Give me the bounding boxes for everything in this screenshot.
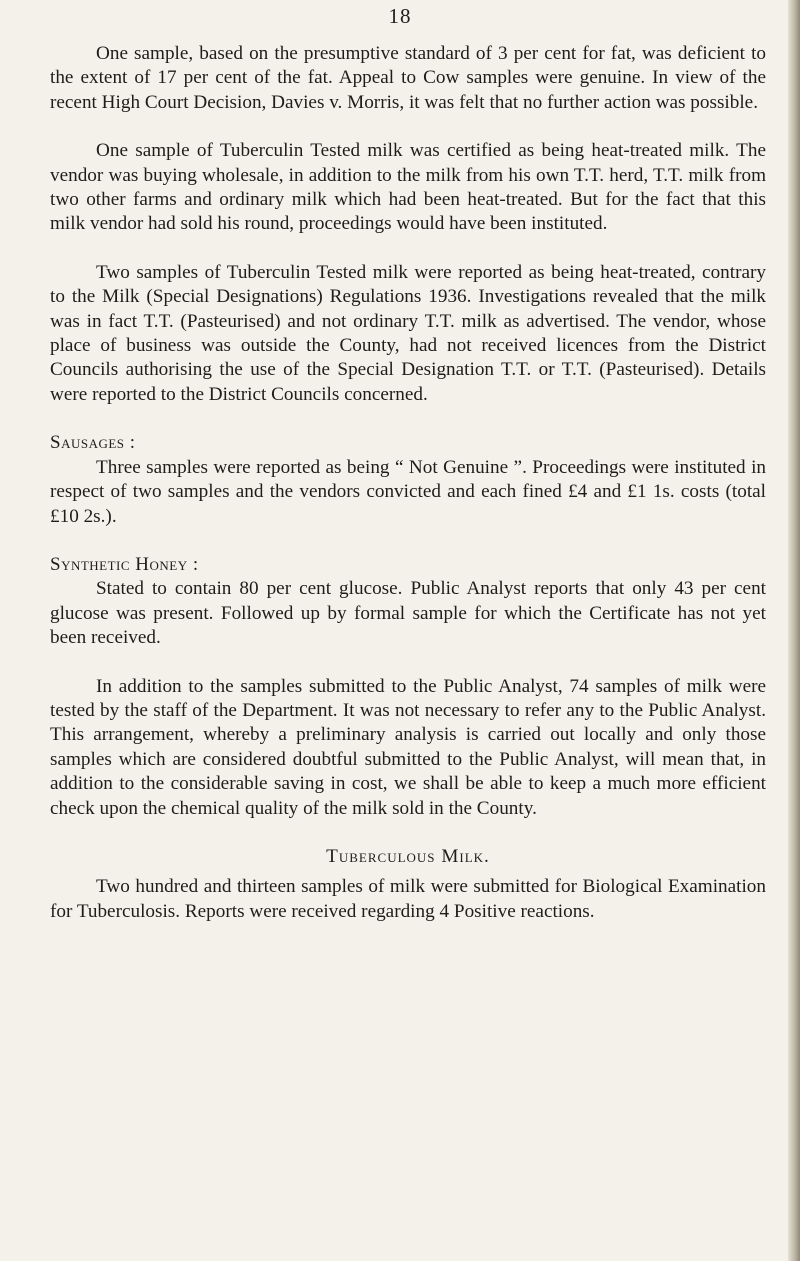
synthetic-honey-body: Stated to contain 80 per cent glucose. Public Analyst reports that only 43 per cent glucose was present. Followed up by formal sample for which the Certificate has not yet been received. bbox=[50, 578, 766, 649]
paragraph-public-analyst: In addition to the samples submitted to the Public Analyst, 74 samples of milk were tested by the staff of the Department. It was not necessary to refer any to the Public Analyst. This arrangement, whereby a preliminary analysis is carried out locally and only those samples which are considered doubtful submitted to the Public Analyst, will mean that, in addition to the considerable saving in cost, we shall be able to keep a much more efficient check upon the chemical quality of the milk sold in the County. bbox=[50, 675, 766, 819]
section-sausages bbox=[50, 431, 766, 529]
paragraph-appeal-to-cow: One sample, based on the presumptive standard of 3 per cent for fat, was deficient to the extent of 17 per cent of the fat. Appeal to Cow samples were genuine. In view of the recent High Court Decision, Davies v. Morris, it was felt that no further action was possible. bbox=[50, 43, 766, 113]
paragraph-tuberculous-milk: Two hundred and thirteen samples of milk were submitted for Biological Examination for Tuberculosis. Reports were received regarding 4 Positive reactions. bbox=[50, 876, 766, 922]
paragraph-special-designations: Two samples of Tuberculin Tested milk were reported as being heat-treated, contrary to the Milk (Special Designations) Regulations 1936. Investigations revealed that the milk was in fact T.T. (Pasteurised) and not ordinary T.T. milk as advertised. The vendor, whose place of business was outside the County, had not received licences from the District Councils authorising the use of the Special Designation T.T. or T.T. (Pasteurised). Details were reported to the District Councils concerned. bbox=[50, 261, 766, 405]
synthetic-honey-heading: Synthetic Honey : bbox=[50, 553, 199, 575]
paragraph-tt-heat-treated: One sample of Tuberculin Tested milk was certified as being heat-treated milk. The vendor was buying wholesale, in addition to the milk from his own T.T. herd, T.T. milk from two other farms and ordinary milk which had been heat-treated. But for the fact that this milk vendor had sold his round, proceedings would have been instituted. bbox=[50, 140, 766, 235]
section-synthetic-honey bbox=[50, 553, 766, 651]
sausages-heading: Sausages : bbox=[50, 432, 136, 454]
page-edge-shadow bbox=[788, 0, 800, 1261]
tuberculous-milk-heading: Tuberculous Milk. bbox=[326, 845, 490, 867]
sausages-body: Three samples were reported as being “ Not Genuine ”. Proceedings were instituted in respect of two samples and the vendors convicted and each fined £4 and £1 1s. costs (total £10 2s.). bbox=[50, 456, 766, 527]
page-number: 18 bbox=[388, 4, 412, 28]
page-content bbox=[50, 42, 766, 948]
